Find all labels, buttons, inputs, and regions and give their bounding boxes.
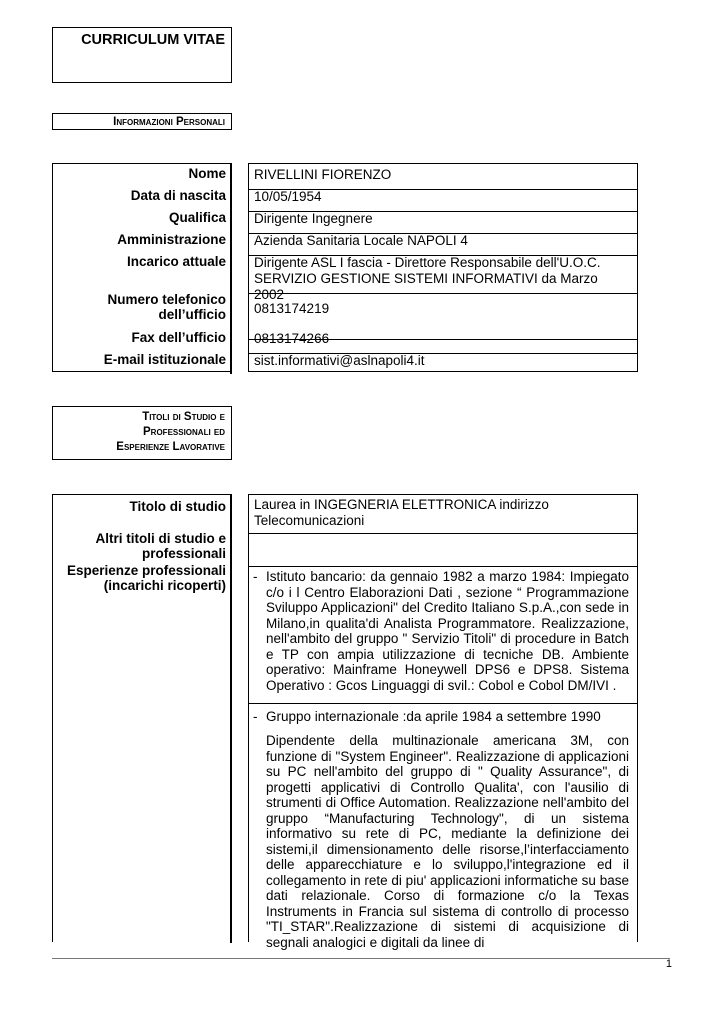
label-altri-line1: Altri titoli di studio e bbox=[95, 531, 226, 546]
personal-values-column bbox=[248, 163, 638, 372]
label-telefono-line2: dell’ufficio bbox=[158, 307, 226, 322]
label-altri-line2: professionali bbox=[141, 546, 226, 561]
personal-labels-column bbox=[52, 163, 232, 372]
value-altri-titoli bbox=[249, 531, 637, 567]
label-qualifica: Qualifica bbox=[53, 208, 232, 232]
section-heading-studies-line2: Professionali ed bbox=[143, 426, 225, 438]
label-esperienze-line1: Esperienze professionali bbox=[66, 563, 226, 578]
value-email: sist.informativi@aslnapoli4.it bbox=[254, 353, 425, 368]
value-titolo bbox=[249, 495, 637, 534]
footer-rule bbox=[52, 958, 670, 959]
section-heading-studies bbox=[52, 406, 232, 460]
value-esperienze bbox=[249, 563, 637, 950]
label-amministrazione: Amministrazione bbox=[53, 230, 232, 254]
label-esperienze bbox=[53, 563, 232, 943]
value-telefono: 0813174219 bbox=[249, 290, 637, 340]
value-titolo-line1: Laurea in INGEGNERIA ELETTRONICA indirizzo bbox=[254, 497, 549, 512]
document-title: CURRICULUM VITAE bbox=[81, 32, 225, 48]
value-incarico-line1: Dirigente ASL I fascia - Direttore Responsabile dell'U.O.C. bbox=[254, 255, 601, 270]
value-incarico bbox=[249, 252, 637, 302]
experience-title-3m: Gruppo internazionale :da aprile 1984 a settembre 1990 bbox=[266, 709, 601, 724]
label-email: E-mail istituzionale bbox=[53, 350, 232, 374]
title-box bbox=[52, 27, 232, 83]
section-heading-studies-line1: Titoli di Studio e bbox=[142, 411, 225, 423]
label-esperienze-line2: (incarichi ricoperti) bbox=[103, 578, 226, 593]
label-altri-titoli bbox=[53, 531, 232, 563]
experience-dash-1: - bbox=[253, 569, 258, 584]
section-heading-studies-line3: Esperienze Lavorative bbox=[116, 441, 225, 453]
value-qualifica: Dirigente Ingegnere bbox=[249, 208, 637, 234]
studies-labels-column bbox=[52, 494, 232, 942]
label-nome: Nome bbox=[53, 164, 232, 188]
label-fax: Fax dell’ufficio bbox=[53, 328, 232, 352]
value-titolo-line2: Telecomunicazioni bbox=[254, 513, 365, 528]
value-incarico-line2: SERVIZIO GESTIONE SISTEMI INFORMATIVI da Marzo 2002 bbox=[254, 271, 598, 302]
label-titolo: Titolo di studio bbox=[53, 495, 232, 535]
value-nome: RIVELLINI FIORENZO bbox=[249, 164, 637, 190]
experience-text-bank: Istituto bancario: da gennaio 1982 a marzo 1984: Impiegato c/o i l Centro Elaborazioni Dati , sezione “ Programmazione Sviluppo Applicazioni" del Credito Italiano S.p.A.,con sede in Milano,in qualita'di Analista Programmatore. Realizzazione, nell'ambito del gruppo " Servizio Titoli" di procedure in Batch e TP con ampia utilizzazione di tecniche DB. Ambiente operativo: Mainframe Honeywell DPS6 e DPS8. Sistema Operativo : Gcos Linguaggi di svil.: Cobol e Cobol DM/IVI . bbox=[266, 569, 629, 693]
label-incarico: Incarico attuale bbox=[53, 252, 232, 292]
experience-item-bank bbox=[249, 569, 637, 693]
experience-divider bbox=[249, 703, 637, 704]
value-fax: 0813174266 bbox=[249, 328, 637, 354]
label-telefono bbox=[53, 290, 232, 330]
page-number: 1 bbox=[665, 958, 672, 970]
experience-text-3m: Dipendente della multinazionale americana 3M, con funzione di "System Engineer". Realizzazione di applicazioni su PC nell'ambito del gruppo di " Quality Assurance", di progetti applicativi di Controllo Qualita', con l'ausilio di strumenti di Office Automation. Realizzazione nell'ambito del gruppo “Manufacturing Technology", di un sistema informativo su rete di PC, mediante la definizione dei sistemi,il dimensionamento delle risorse,l’interfacciamento delle apparecchiature e lo sviluppo,l'integrazione ed il collegamento in rete di piu' applicazioni informatiche su base dati relazionale. Corso di formazione c/o la Texas Instruments in Francia sul sistema di controllo di processo "TI_STAR".Realizzazione di sistemi di acquisizione di segnali analogici e digitali da linee di bbox=[266, 733, 629, 950]
experience-item-3m-title bbox=[249, 709, 637, 725]
studies-values-column bbox=[248, 494, 638, 950]
value-data-nascita: 10/05/1954 bbox=[249, 186, 637, 212]
section-heading-personal: Informazioni Personali bbox=[52, 113, 232, 130]
label-data-nascita: Data di nascita bbox=[53, 186, 232, 210]
experience-dash-2: - bbox=[253, 709, 258, 724]
value-amministrazione: Azienda Sanitaria Locale NAPOLI 4 bbox=[249, 230, 637, 256]
label-telefono-line1: Numero telefonico bbox=[107, 292, 226, 307]
